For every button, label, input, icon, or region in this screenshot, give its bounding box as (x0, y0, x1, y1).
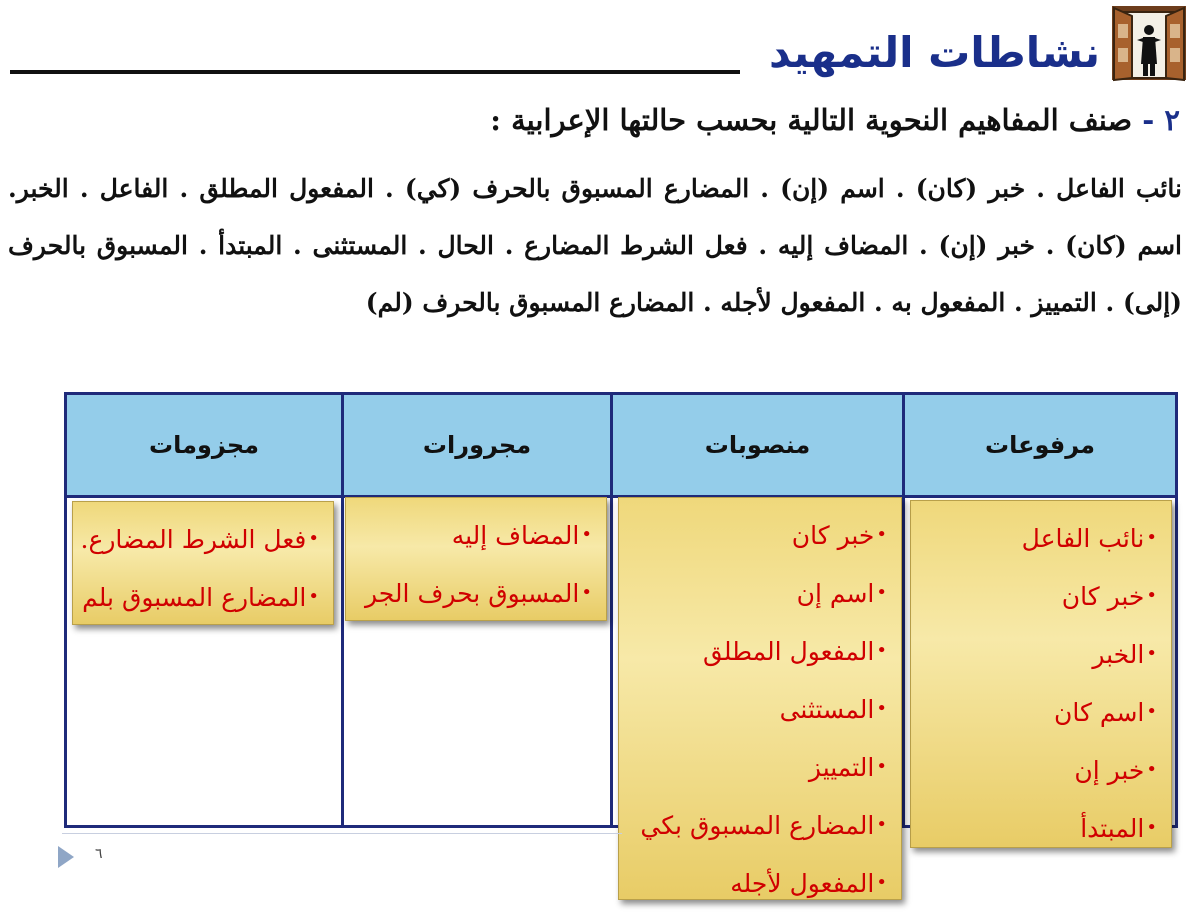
answer-text: خبر كان (1061, 582, 1145, 611)
answer-text: خبر إن (1074, 756, 1145, 785)
answer-text: الخبر (1092, 640, 1145, 669)
bullet-icon: • (1146, 759, 1157, 780)
bullet-icon: • (1146, 817, 1157, 838)
answer-text: نائب الفاعل (1021, 524, 1145, 553)
answer-box-marfouat (910, 500, 1172, 848)
bullet-icon: • (581, 582, 592, 603)
answer-item (629, 564, 887, 622)
answer-item (80, 510, 319, 568)
page-title: نشاطات التمهيد (768, 28, 1100, 77)
bullet-icon: • (876, 814, 887, 835)
answer-text: المبتدأ (1080, 814, 1145, 843)
bullet-icon: • (1146, 527, 1157, 548)
answer-item (921, 509, 1157, 567)
answer-item (629, 854, 887, 912)
answer-item (629, 622, 887, 680)
question-heading (490, 103, 1180, 137)
title-underline (10, 70, 740, 74)
bullet-icon: • (1146, 701, 1157, 722)
page-number: ٦ (95, 846, 103, 862)
answer-text: المضارع المسبوق بلم (82, 583, 307, 612)
bullet-icon: • (1146, 643, 1157, 664)
bullet-icon: • (876, 582, 887, 603)
answer-item (356, 506, 592, 564)
answer-box-majrourat (345, 497, 607, 621)
answer-box-majzoumat (72, 501, 334, 625)
bullet-icon: • (1146, 585, 1157, 606)
bullet-icon: • (876, 872, 887, 893)
answer-text: المسبوق بحرف الجر (365, 579, 580, 608)
question-text: صنف المفاهيم النحوية التالية بحسب حالتها الإعرابية : (490, 103, 1133, 137)
header-majrourat: مجرورات (422, 431, 532, 459)
next-slide-arrow-icon[interactable] (58, 846, 74, 868)
bullet-icon: • (308, 528, 319, 549)
terms-paragraph: نائب الفاعل . خبر (كان) . اسم (إن) . المضارع المسبوق بالحرف (كي) . المفعول المطلق . الفاعل . الخبر. اسم (كان) . خبر (إن) . المضاف إليه . فعل الشرط المضارع . الحال . المستثنى . المبتدأ . المسبوق بالحرف (إلى) . التمييز . المفعول به . المفعول لأجله . المضارع المسبوق بالحرف (لم) (8, 174, 1182, 317)
answer-item (921, 741, 1157, 799)
bullet-icon: • (581, 524, 592, 545)
bullet-icon: • (876, 756, 887, 777)
answer-text: اسم كان (1054, 698, 1145, 727)
answer-item (921, 567, 1157, 625)
answer-item (921, 799, 1157, 857)
bullet-icon: • (308, 586, 319, 607)
answer-item (629, 738, 887, 796)
answer-text: خبر كان (791, 521, 875, 550)
answer-item (629, 506, 887, 564)
header-majzoumat: مجزومات (149, 431, 259, 459)
answer-text: المستثنى (779, 695, 875, 724)
answer-text: المفعول المطلق (702, 637, 875, 666)
answer-text: المضاف إليه (451, 521, 580, 550)
question-number: ٢ - (1142, 103, 1180, 137)
answer-item (921, 625, 1157, 683)
answer-text: المفعول لأجله (730, 869, 875, 898)
answer-text: التمييز (808, 753, 875, 782)
answer-box-mansoubat (618, 497, 902, 900)
answer-item (921, 683, 1157, 741)
footer-rule (62, 833, 622, 834)
bullet-icon: • (876, 524, 887, 545)
answer-item (83, 568, 319, 626)
answer-text: فعل الشرط المضارع. (80, 525, 307, 554)
answer-text: المضارع المسبوق بكي (640, 811, 875, 840)
answer-item (629, 796, 887, 854)
answer-text: اسم إن (796, 579, 875, 608)
answer-item (629, 680, 887, 738)
header-mansoubat: منصوبات (704, 431, 811, 459)
bullet-icon: • (876, 698, 887, 719)
bullet-icon: • (876, 640, 887, 661)
door-window-figure-icon (1110, 4, 1188, 82)
header-marfouat: مرفوعات (984, 431, 1096, 459)
answer-item (356, 564, 592, 622)
